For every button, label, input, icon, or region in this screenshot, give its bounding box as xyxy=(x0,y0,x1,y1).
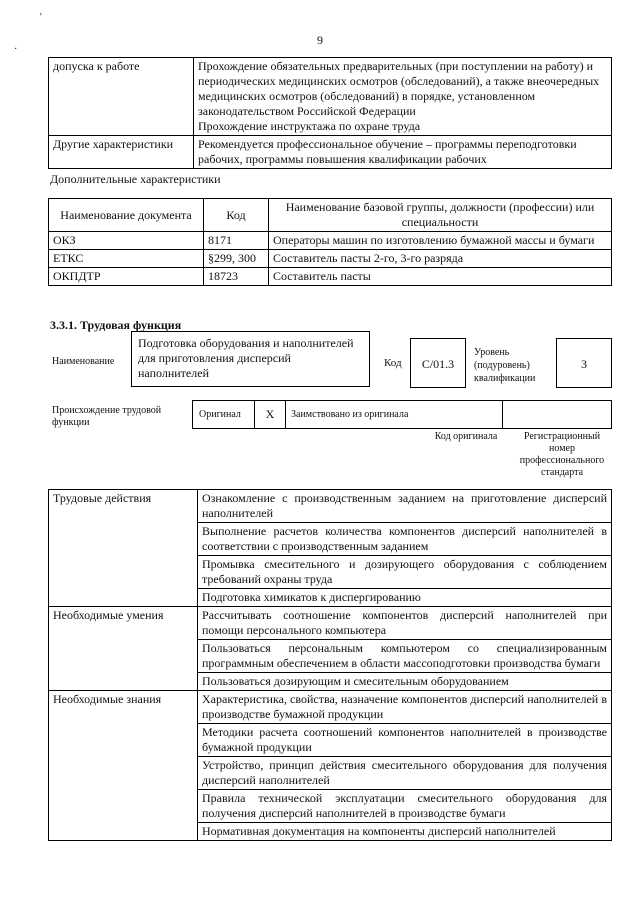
code-label: Код xyxy=(384,357,402,369)
table-cell: Другие характеристики xyxy=(49,136,194,169)
table-cell: Составитель пасты 2-го, 3-го разряда xyxy=(269,250,612,268)
table-cell: Правила технической эксплуатации смесительного оборудования для получения дисперсий наполнителей в производстве бумаги xyxy=(198,790,612,823)
reg-number-caption: Регистрационный номер профессионального стандарта xyxy=(519,431,605,478)
origin-x-mark: X xyxy=(255,401,286,428)
additional-table xyxy=(48,198,612,286)
section-label: Необходимые умения xyxy=(49,607,198,691)
level-label: Уровень (подуровень) квалификации xyxy=(474,347,536,384)
table-cell: Пользоваться дозирующим и смесительным оборудованием xyxy=(198,673,612,691)
table-cell: Операторы машин по изготовлению бумажной массы и бумаги xyxy=(269,232,612,250)
table-cell: Характеристика, свойства, назначение компонентов дисперсий наполнителей в производстве бумажной продукции xyxy=(198,691,612,724)
table-cell: Рассчитывать соотношение компонентов дисперсий наполнителей при помощи персонального компьютера xyxy=(198,607,612,640)
level-box xyxy=(556,338,612,388)
function-name-box xyxy=(131,331,370,387)
scan-mark: · xyxy=(14,44,18,55)
table-row xyxy=(49,232,612,250)
column-header: Код xyxy=(204,199,269,232)
table-row xyxy=(49,58,612,136)
table-cell xyxy=(194,58,612,136)
table-cell: Подготовка химикатов к диспергированию xyxy=(198,589,612,607)
table-cell: Нормативная документация на компоненты дисперсий наполнителей xyxy=(198,823,612,841)
code-box xyxy=(410,338,466,388)
table-cell: Составитель пасты xyxy=(269,268,612,286)
table-row xyxy=(49,268,612,286)
table-cell: Пользоваться персональным компьютером со специализированным программным обеспечением в области массоподготовки производства бумаги xyxy=(198,640,612,673)
code-original-caption: Код оригинала xyxy=(434,431,498,442)
additional-title: Дополнительные характеристики xyxy=(50,172,221,186)
section-label: Необходимые знания xyxy=(49,691,198,841)
name-label: Наименование xyxy=(52,356,115,367)
function-table xyxy=(48,489,612,841)
table-cell: Рекомендуется профессиональное обучение – программы переподготовки рабочих, программы повышения квалификации рабочих xyxy=(194,136,612,169)
table-cell: Методики расчета соотношений компонентов наполнителей в производстве бумажной продукции xyxy=(198,724,612,757)
top-table xyxy=(48,57,612,169)
page-number: 9 xyxy=(317,33,323,47)
function-heading: 3.3.1. Трудовая функция xyxy=(50,318,182,332)
function-code: C/01.3 xyxy=(421,357,455,371)
table-row xyxy=(49,607,612,640)
table-cell: Ознакомление с производственным заданием на приготовление дисперсий наполнителей xyxy=(198,490,612,523)
origin-box xyxy=(192,400,612,429)
table-cell: 8171 xyxy=(204,232,269,250)
table-cell: ЕТКС xyxy=(49,250,204,268)
table-row xyxy=(49,691,612,724)
origin-borrowed: Заимствовано из оригинала xyxy=(285,401,503,428)
table-cell: ОКПДТР xyxy=(49,268,204,286)
level-value: 3 xyxy=(581,357,587,371)
origin-reg-cell xyxy=(503,401,611,428)
table-row xyxy=(49,136,612,169)
cell-line: Прохождение обязательных предварительных (при поступлении на работу) и периодических медицинских осмотров (обследований), а также внеочередных медицинских осмотров (обследований) в порядке, установленном законодательством Российской Федерации xyxy=(198,59,600,118)
table-cell: 18723 xyxy=(204,268,269,286)
table-cell: Промывка смесительного и дозирующего оборудования с соблюдением требований охраны труда xyxy=(198,556,612,589)
table-cell: допуска к работе xyxy=(49,58,194,136)
section-label: Трудовые действия xyxy=(49,490,198,607)
table-row xyxy=(49,490,612,523)
table-cell: §299, 300 xyxy=(204,250,269,268)
table-cell: Устройство, принцип действия смесительного оборудования для получения дисперсий наполнителей xyxy=(198,757,612,790)
column-header: Наименование базовой группы, должности (профессии) или специальности xyxy=(269,199,612,232)
table-cell: Выполнение расчетов количества компонентов дисперсий наполнителей в соответствии с производственным заданием xyxy=(198,523,612,556)
scan-mark: ' xyxy=(40,12,42,23)
table-row xyxy=(49,250,612,268)
origin-original: Оригинал xyxy=(193,401,255,428)
function-name: Подготовка оборудования и наполнителей для приготовления дисперсий наполнителей xyxy=(138,336,354,380)
column-header: Наименование документа xyxy=(49,199,204,232)
origin-label: Происхождение трудовой функции xyxy=(52,405,162,428)
cell-line: Прохождение инструктажа по охране труда xyxy=(198,119,421,133)
table-header-row xyxy=(49,199,612,232)
table-cell: ОКЗ xyxy=(49,232,204,250)
